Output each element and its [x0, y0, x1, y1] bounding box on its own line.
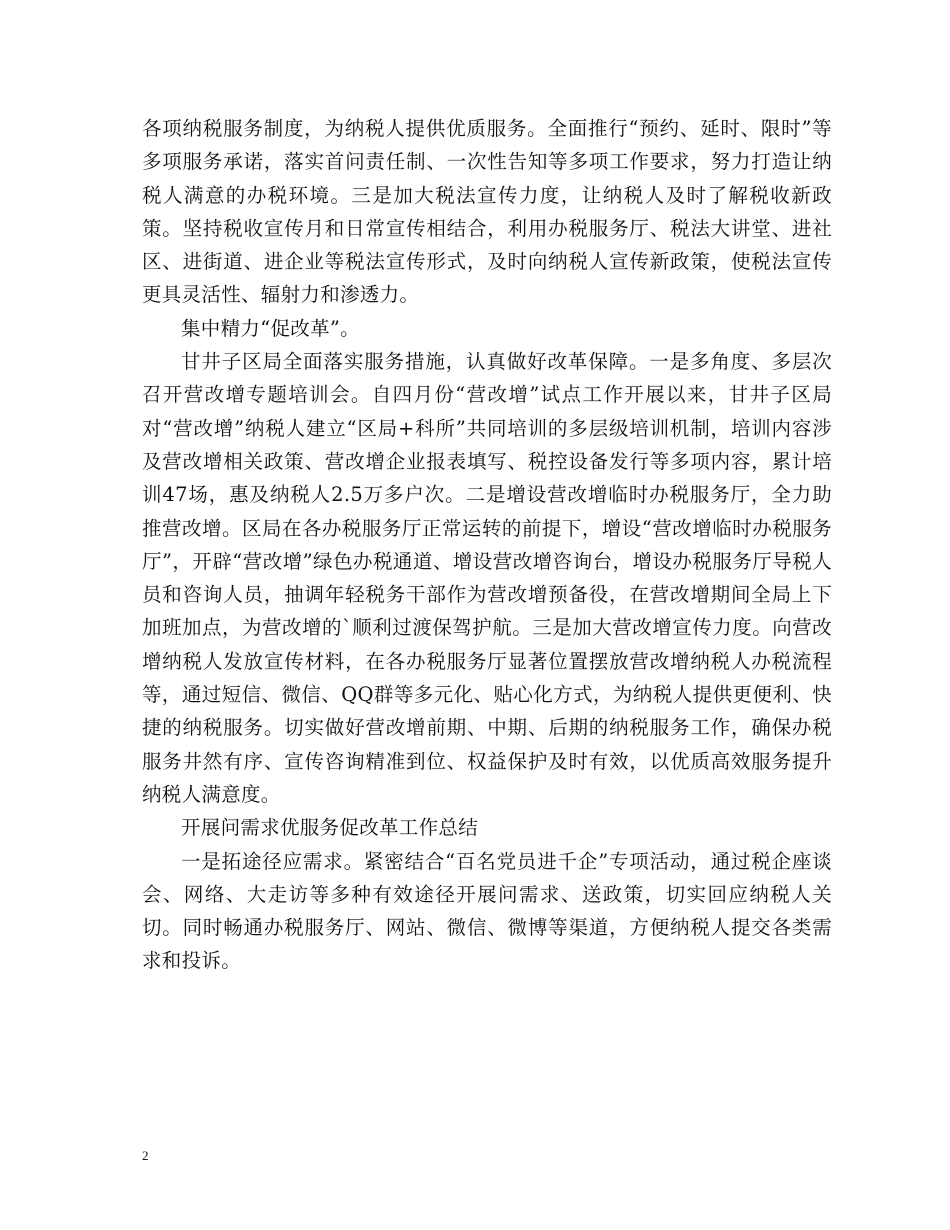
paragraph-service-system: 各项纳税服务制度，为纳税人提供优质服务。全面推行“预约、延时、限时”等多项服务承诺，落实首问责任制、一次性告知等多项工作要求，努力打造让纳税人满意的办税环境。三是加大税法宣传力度，让纳税人及时了解税收新政策。坚持税收宣传月和日常宣传相结合，利用办税服务厅、税法大讲堂、进社区、进街道、进企业等税法宣传形式，及时向纳税人宣传新政策，使税法宣传更具灵活性、辐射力和渗透力。 [142, 117, 832, 307]
document-body [142, 112, 832, 978]
heading-focus-reform: 集中精力“促改革”。 [181, 316, 360, 340]
paragraph-ganjingzi-reform: 甘井子区局全面落实服务措施，认真做好改革保障。一是多角度、多层次召开营改增专题培训会。自四月份“营改增”试点工作开展以来，甘井子区局对“营改增”纳税人建立“区局+科所”共同培训的多层级培训机制，培训内容涉及营改增相关政策、营改增企业报表填写、税控设备发行等多项内容，累计培训47场，惠及纳税人2.5万多户次。二是增设营改增临时办税服务厅，全力助推营改增。区局在各办税服务厅正常运转的前提下，增设“营改增临时办税服务厅”，开辟“营改增”绿色办税通道、增设营改增咨询台，增设办税服务厅导税人员和咨询人员，抽调年轻税务干部作为营改增预备役，在营改增期间全局上下加班加点，为营改增的`顺利过渡保驾护航。三是加大营改增宣传力度。向营改增纳税人发放宣传材料，在各办税服务厅显著位置摆放营改增纳税人办税流程等，通过短信、微信、QQ群等多元化、贴心化方式，为纳税人提供更便利、快捷的纳税服务。切实做好营改增前期、中期、后期的纳税服务工作，确保办税服务井然有序、宣传咨询精准到位、权益保护及时有效，以优质高效服务提升纳税人满意度。 [142, 350, 832, 806]
paragraph-expand-channels: 一是拓途径应需求。紧密结合“百名党员进千企”专项活动，通过税企座谈会、网络、大走访等多种有效途径开展问需求、送政策，切实回应纳税人关切。同时畅通办税服务厅、网站、微信、微博等渠道，方便纳税人提交各类需求和投诉。 [142, 849, 832, 973]
heading-work-summary: 开展问需求优服务促改革工作总结 [181, 816, 479, 840]
page-number: 2 [142, 1148, 149, 1163]
